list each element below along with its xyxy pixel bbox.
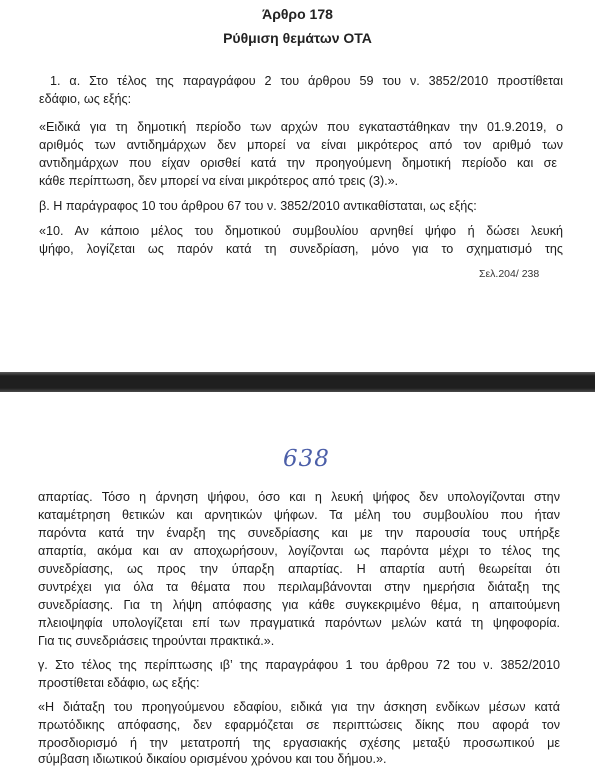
text-line: κάθε περίπτωση, δεν μπορεί να είναι μικρότερος από τρεις (3).».	[39, 174, 399, 188]
text-line: προσδιορισμό ή την μετατροπή της εργασιακής σχέσης μεταξύ προσωπικού με	[38, 736, 560, 750]
text-line: σύμβαση ιδιωτικού δικαίου ορισμένου χρόνου και του δήμου.».	[38, 752, 387, 766]
page-number: Σελ.204/ 238	[479, 268, 540, 280]
text-line: 1. α. Στο τέλος της παραγράφου 2 του άρθρου 59 του ν. 3852/2010 προστίθεται	[50, 74, 563, 88]
text-line: Για τις συνεδριάσεις τηρούνται πρακτικά.».	[38, 634, 275, 648]
text-line: απαρτία, ακόμα και αν αποχωρήσουν, λογίζονται ως παρόντα μέχρι το τέλος της	[38, 544, 560, 558]
text-line: αριθμός των αντιδημάρχων δεν μπορεί να είναι μικρότερος από τον αριθμό των	[39, 138, 563, 152]
text-line: προστίθεται εδάφιο, ως εξής:	[38, 676, 200, 690]
text-line: παρόντα κατά την έναρξη της συνεδρίασης και με την παρουσία τους υπήρξε	[38, 526, 560, 540]
text-line: καταμέτρηση θετικών και αρνητικών ψήφων. Τα μέλη του συμβουλίου που ήταν	[38, 508, 560, 522]
text-line: απαρτίας. Τόσο η άρνηση ψήφου, όσο και η λευκή ψήφος δεν υπολογίζονται στην	[38, 490, 560, 504]
text-line: πρωτόδικης απόφασης, δεν εφαρμόζεται σε περιπτώσεις δίκης που αφορά τον	[38, 718, 560, 732]
text-line: συντρέχει για όλα τα θέματα που περιλαμβάνονται στην ημερήσια διάταξη της	[38, 580, 560, 594]
upper-page	[0, 0, 595, 372]
text-line: «Η διάταξη του προηγούμενου εδαφίου, ειδικά για την άσκηση ενδίκων μέσων κατά	[38, 700, 560, 714]
article-subtitle: Ρύθμιση θεμάτων ΟΤΑ	[223, 30, 372, 46]
text-line: ψήφο, λογίζεται ως παρόν κατά τη συνεδρίαση, μόνο για το σχηματισμό της	[39, 242, 563, 256]
lower-page	[0, 392, 595, 768]
text-line: β. Η παράγραφος 10 του άρθρου 67 του ν. 3852/2010 αντικαθίσταται, ως εξής:	[39, 199, 477, 213]
text-line: πλειοψηφία υπολογίζεται επί των πραγματικά παρόντων μελών κατά τη ψηφοφορία.	[38, 616, 560, 630]
handwritten-page-number: 638	[283, 446, 330, 472]
text-line: αντιδημάρχων που είχαν ορισθεί κατά την προηγούμενη δημοτική περίοδο και σε	[39, 156, 557, 170]
page-divider	[0, 372, 595, 392]
text-line: συνεδρίασης, ως προς την ύπαρξη απαρτίας. Η απαρτία αυτή θεωρείται ότι	[38, 562, 560, 576]
text-line: συνεδρίασης. Για τη λήψη απόφασης για κάθε συγκεκριμένο θέμα, η απαιτούμενη	[38, 598, 560, 612]
article-title: Άρθρο 178	[262, 6, 333, 22]
text-line: γ. Στο τέλος της περίπτωσης ιβ’ της παραγράφου 1 του άρθρου 72 του ν. 3852/2010	[38, 658, 560, 672]
text-line: εδάφιο, ως εξής:	[39, 92, 132, 106]
text-line: «Ειδικά για τη δημοτική περίοδο των αρχών που εγκαταστάθηκαν την 01.9.2019, ο	[39, 120, 563, 134]
text-line: «10. Αν κάποιο μέλος του δημοτικού συμβουλίου αρνηθεί ψήφο ή δώσει λευκή	[39, 224, 563, 238]
